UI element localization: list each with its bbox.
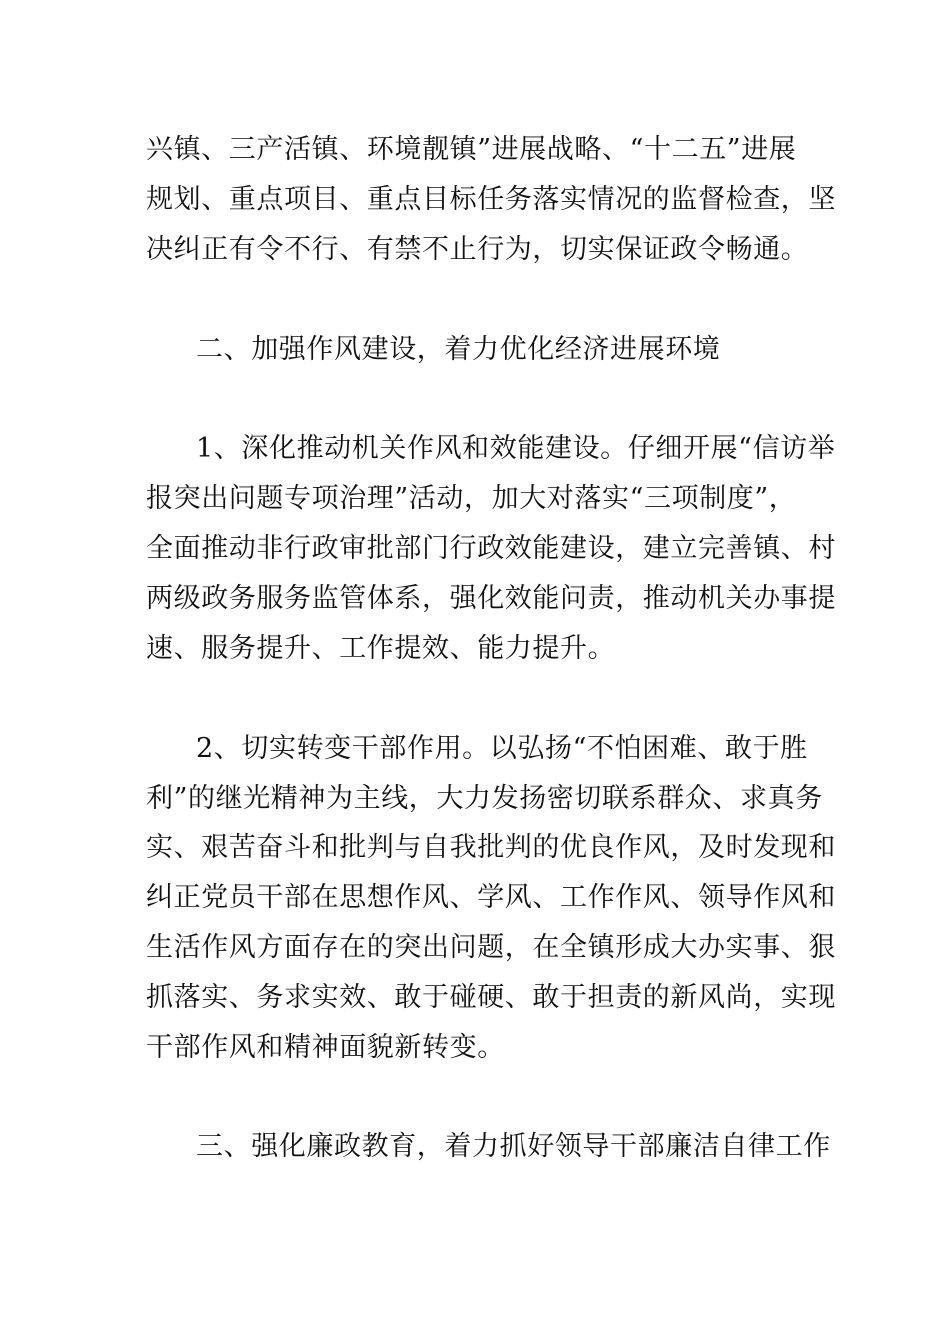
text-line: 全面推动非行政审批部门行政效能建设，建立完善镇、村	[146, 533, 836, 564]
section-heading-2: 二、加强作风建设，着力优化经济进展环境	[196, 334, 721, 365]
text-line: 规划、重点项目、重点目标任务落实情况的监督检查，坚	[146, 184, 836, 215]
text-line: 2、切实转变干部作用。以弘扬“不怕困难、敢于胜	[196, 733, 808, 764]
text-line: 速、服务提升、工作提效、能力提升。	[146, 633, 616, 664]
text-line: 1、深化推动机关作风和效能建设。仔细开展“信访举	[196, 433, 836, 464]
text-line: 实、艰苦奋斗和批判与自我批判的优良作风，及时发现和	[146, 832, 836, 863]
text-line: 利”的继光精神为主线，大力发扬密切联系群众、求真务	[146, 783, 823, 814]
text-line: 纠正党员干部在思想作风、学风、工作作风、领导作风和	[146, 882, 836, 913]
text-line: 报突出问题专项治理”活动，加大对落实“三项制度”，	[146, 483, 797, 514]
text-line: 两级政务服务监管体系，强化效能问责，推动机关办事提	[146, 583, 836, 614]
text-line: 兴镇、三产活镇、环境靓镇”进展战略、“十二五”进展	[146, 134, 797, 165]
text-line: 生活作风方面存在的突出问题，在全镇形成大办实事、狠	[146, 932, 836, 963]
section-heading-3: 三、强化廉政教育，着力抓好领导干部廉洁自律工作	[196, 1131, 831, 1162]
text-line: 抓落实、务求实效、敢于碰硬、敢于担责的新风尚，实现	[146, 982, 836, 1013]
text-line: 决纠正有令不行、有禁不止行为，切实保证政令畅通。	[146, 234, 809, 265]
text-line: 干部作风和精神面貌新转变。	[146, 1032, 505, 1063]
